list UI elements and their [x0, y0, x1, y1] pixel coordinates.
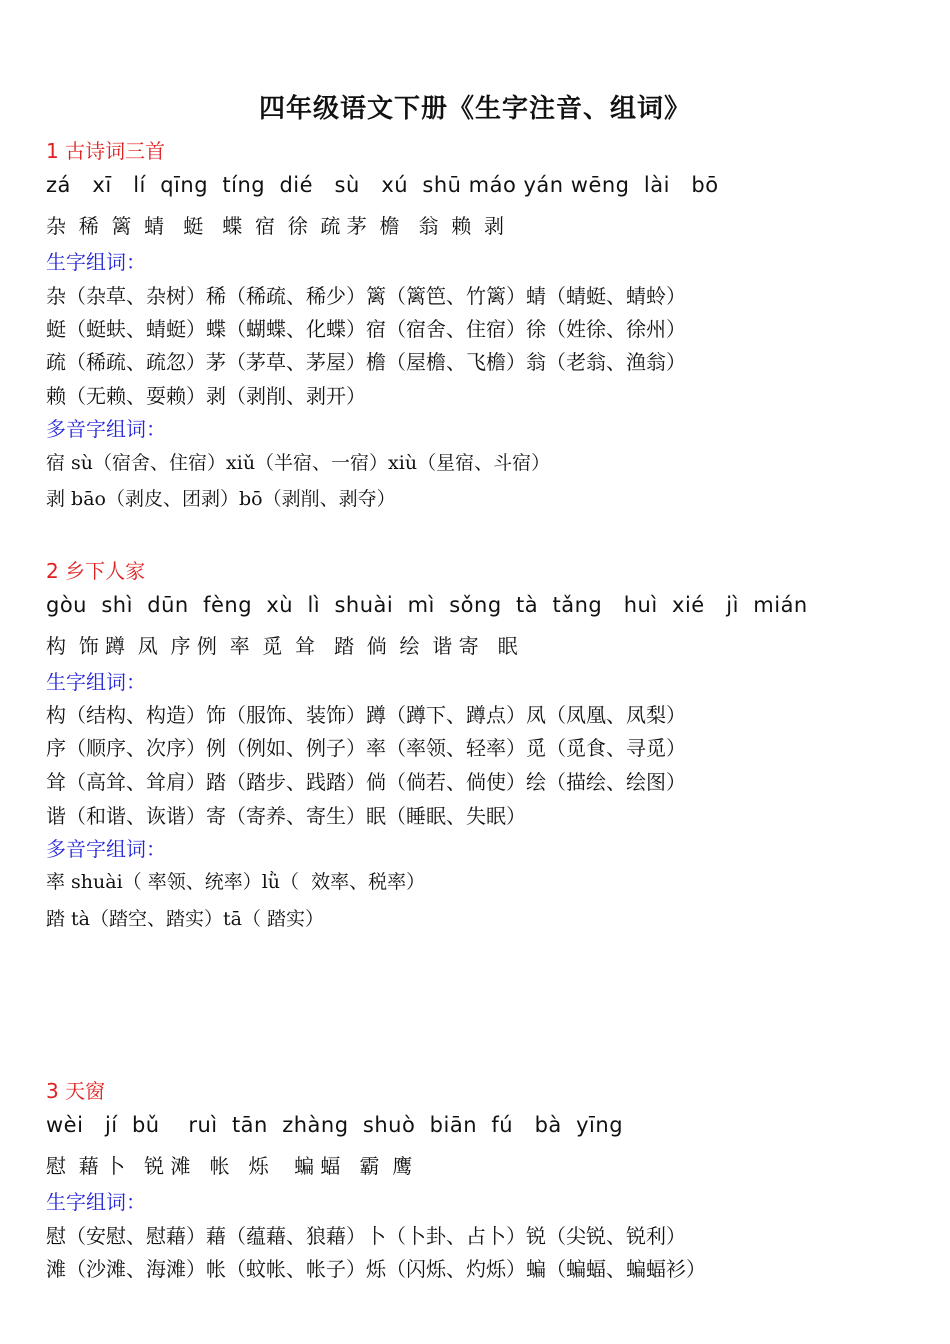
section-1-poly-line-2: 剥 bāo（剥皮、团剥）bō（剥削、剥夺）	[46, 488, 396, 510]
section-2-words-line-1: 构（结构、构造）饰（服饰、装饰）蹲（蹲下、蹲点）凤（凤凰、凤梨）	[46, 703, 686, 727]
section-3-pinyin: wèi jí bǔ ruì tān zhàng shuò biān fú bà yīng	[46, 1113, 624, 1137]
section-3-words-line-2: 滩（沙滩、海滩）帐（蚊帐、帐子）烁（闪烁、灼烁）蝙（蝙蝠、蝙蝠衫）	[46, 1257, 706, 1281]
section-1-pinyin: zá xī lí qīng tíng dié sù xú shū máo yán wēng lài bō	[46, 173, 719, 197]
section-1-words-line-1: 杂（杂草、杂树）稀（稀疏、稀少）篱（篱笆、竹篱）蜻（蜻蜓、蜻蛉）	[46, 284, 686, 308]
section-1-chars: 杂 稀 篱 蜻 蜓 蝶 宿 徐 疏 茅 檐 翁 赖 剥	[46, 214, 505, 238]
section-2-poly-label: 多音字组词：	[46, 837, 166, 861]
section-2-words-label: 生字组词：	[46, 670, 146, 694]
section-2-words-line-2: 序（顺序、次序）例（例如、例子）率（率领、轻率）觅（觅食、寻觅）	[46, 736, 686, 760]
section-2-words-line-4: 谐（和谐、诙谐）寄（寄养、寄生）眠（睡眠、失眠）	[46, 804, 526, 828]
section-3-words-line-1: 慰（安慰、慰藉）藉（蕴藉、狼藉）卜（卜卦、占卜）锐（尖锐、锐利）	[46, 1224, 686, 1248]
section-1-poly-line-1: 宿 sù（宿舍、住宿）xiǔ（半宿、一宿）xiù（星宿、斗宿）	[46, 452, 551, 474]
section-2-poly-line-2: 踏 tà（踏空、踏实）tā（ 踏实）	[46, 908, 325, 930]
section-1-heading: 1 古诗词三首	[46, 139, 166, 163]
section-1-words-line-4: 赖（无赖、耍赖）剥（剥削、剥开）	[46, 384, 366, 408]
section-3-words-label: 生字组词：	[46, 1190, 146, 1214]
section-3-chars: 慰 藉 卜 锐 滩 帐 烁 蝙 蝠 霸 鹰	[46, 1154, 413, 1178]
section-2-poly-line-1: 率 shuài（ 率领、统率）lǜ（ 效率、税率）	[46, 871, 426, 893]
section-1-poly-label: 多音字组词：	[46, 417, 166, 441]
section-1-words-line-2: 蜓（蜓蚨、蜻蜓）蝶（蝴蝶、化蝶）宿（宿舍、住宿）徐（姓徐、徐州）	[46, 317, 686, 341]
section-2-chars: 构 饰 蹲 凤 序 例 率 觅 耸 踏 倘 绘 谐 寄 眠	[46, 634, 518, 658]
section-2-pinyin: gòu shì dūn fèng xù lì shuài mì sǒng tà tǎng huì xié jì mián	[46, 593, 808, 617]
section-2-words-line-3: 耸（高耸、耸肩）踏（踏步、践踏）倘（倘若、倘使）绘（描绘、绘图）	[46, 770, 686, 794]
section-1-words-line-3: 疏（稀疏、疏忽）茅（茅草、茅屋）檐（屋檐、飞檐）翁（老翁、渔翁）	[46, 350, 686, 374]
section-3-heading: 3 天窗	[46, 1079, 106, 1103]
section-2-heading: 2 乡下人家	[46, 559, 146, 583]
section-1-words-label: 生字组词：	[46, 250, 146, 274]
page-title: 四年级语文下册《生字注音、组词》	[258, 94, 691, 124]
